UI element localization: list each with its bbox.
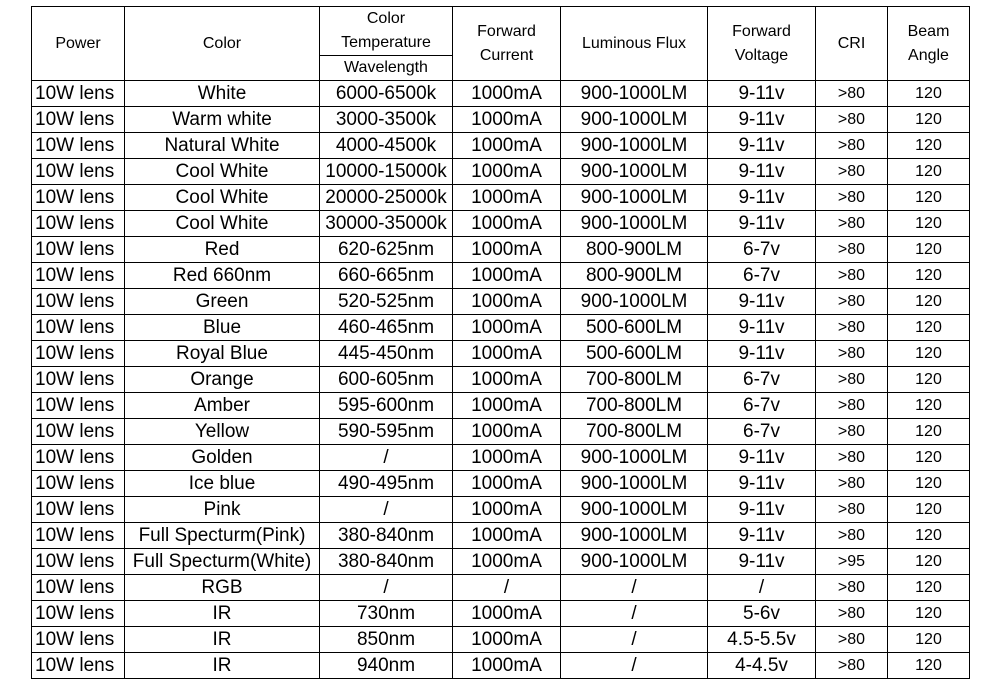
cell-forward-voltage: 9-11v (708, 523, 816, 549)
cell-forward-current: 1000mA (453, 445, 561, 471)
cell-beam-angle: 120 (888, 185, 970, 211)
cell-beam-angle: 120 (888, 237, 970, 263)
cell-power: 10W lens (32, 107, 125, 133)
cell-cri: >80 (816, 523, 888, 549)
cell-beam-angle: 120 (888, 107, 970, 133)
cell-forward-current: 1000mA (453, 133, 561, 159)
header-color: Color (125, 7, 320, 81)
cell-color: Warm white (125, 107, 320, 133)
cell-beam-angle: 120 (888, 367, 970, 393)
cell-forward-current: 1000mA (453, 237, 561, 263)
cell-power: 10W lens (32, 315, 125, 341)
table-row (32, 497, 970, 523)
table-header (32, 7, 970, 81)
cell-beam-angle: 120 (888, 341, 970, 367)
table-row (32, 601, 970, 627)
cell-luminous-flux: 800-900LM (561, 237, 708, 263)
cell-beam-angle: 120 (888, 471, 970, 497)
table-row (32, 471, 970, 497)
cell-color: Green (125, 289, 320, 315)
cell-color-temperature: 380-840nm (320, 549, 453, 575)
cell-color: Orange (125, 367, 320, 393)
cell-forward-current: 1000mA (453, 419, 561, 445)
cell-cri: >80 (816, 289, 888, 315)
cell-cri: >80 (816, 341, 888, 367)
cell-cri: >80 (816, 419, 888, 445)
table-row (32, 549, 970, 575)
cell-luminous-flux: 900-1000LM (561, 289, 708, 315)
cell-cri: >80 (816, 81, 888, 107)
cell-cri: >80 (816, 653, 888, 679)
cell-luminous-flux: 700-800LM (561, 419, 708, 445)
cell-luminous-flux: 900-1000LM (561, 107, 708, 133)
cell-beam-angle: 120 (888, 575, 970, 601)
cell-forward-voltage: 9-11v (708, 315, 816, 341)
header-beam-angle: Beam Angle (888, 7, 970, 81)
cell-color: Yellow (125, 419, 320, 445)
table-row (32, 237, 970, 263)
cell-color-temperature: 730nm (320, 601, 453, 627)
cell-cri: >80 (816, 315, 888, 341)
table-row (32, 133, 970, 159)
cell-beam-angle: 120 (888, 263, 970, 289)
cell-beam-angle: 120 (888, 627, 970, 653)
cell-forward-voltage: / (708, 575, 816, 601)
cell-color: Royal Blue (125, 341, 320, 367)
cell-luminous-flux: 800-900LM (561, 263, 708, 289)
table-row (32, 653, 970, 679)
cell-forward-voltage: 9-11v (708, 289, 816, 315)
table-row (32, 445, 970, 471)
table-row (32, 627, 970, 653)
cell-power: 10W lens (32, 653, 125, 679)
cell-forward-voltage: 9-11v (708, 185, 816, 211)
cell-luminous-flux: 500-600LM (561, 315, 708, 341)
cell-power: 10W lens (32, 367, 125, 393)
cell-color: Red 660nm (125, 263, 320, 289)
table-row (32, 81, 970, 107)
cell-forward-current: 1000mA (453, 107, 561, 133)
cell-power: 10W lens (32, 341, 125, 367)
cell-forward-voltage: 9-11v (708, 133, 816, 159)
cell-forward-current: 1000mA (453, 497, 561, 523)
table-row (32, 523, 970, 549)
cell-color-temperature: 600-605nm (320, 367, 453, 393)
cell-luminous-flux: / (561, 575, 708, 601)
cell-cri: >80 (816, 367, 888, 393)
cell-color-temperature: / (320, 575, 453, 601)
cell-color-temperature: / (320, 445, 453, 471)
cell-color: Cool White (125, 185, 320, 211)
cell-forward-voltage: 9-11v (708, 211, 816, 237)
table-row (32, 419, 970, 445)
cell-cri: >80 (816, 445, 888, 471)
cell-cri: >80 (816, 159, 888, 185)
cell-forward-current: 1000mA (453, 471, 561, 497)
cell-power: 10W lens (32, 445, 125, 471)
cell-forward-voltage: 9-11v (708, 107, 816, 133)
cell-forward-current: 1000mA (453, 393, 561, 419)
cell-color-temperature: 6000-6500k (320, 81, 453, 107)
cell-color-temperature: 520-525nm (320, 289, 453, 315)
cell-forward-voltage: 6-7v (708, 393, 816, 419)
table-row (32, 367, 970, 393)
cell-cri: >80 (816, 133, 888, 159)
cell-beam-angle: 120 (888, 523, 970, 549)
cell-cri: >80 (816, 497, 888, 523)
spec-table (31, 6, 970, 679)
cell-luminous-flux: 900-1000LM (561, 549, 708, 575)
cell-forward-current: 1000mA (453, 81, 561, 107)
cell-color-temperature: 490-495nm (320, 471, 453, 497)
cell-color-temperature: 30000-35000k (320, 211, 453, 237)
cell-luminous-flux: 900-1000LM (561, 133, 708, 159)
cell-color-temperature: 3000-3500k (320, 107, 453, 133)
cell-beam-angle: 120 (888, 133, 970, 159)
cell-luminous-flux: 900-1000LM (561, 471, 708, 497)
cell-forward-current: 1000mA (453, 341, 561, 367)
cell-luminous-flux: 900-1000LM (561, 445, 708, 471)
cell-beam-angle: 120 (888, 159, 970, 185)
cell-power: 10W lens (32, 419, 125, 445)
cell-power: 10W lens (32, 497, 125, 523)
header-wavelength: Wavelength (320, 56, 453, 81)
cell-forward-current: 1000mA (453, 601, 561, 627)
cell-luminous-flux: 900-1000LM (561, 497, 708, 523)
cell-cri: >80 (816, 627, 888, 653)
cell-beam-angle: 120 (888, 315, 970, 341)
cell-forward-voltage: 6-7v (708, 237, 816, 263)
cell-forward-voltage: 4.5-5.5v (708, 627, 816, 653)
cell-color-temperature: 445-450nm (320, 341, 453, 367)
cell-forward-voltage: 9-11v (708, 341, 816, 367)
cell-color-temperature: / (320, 497, 453, 523)
table-row (32, 289, 970, 315)
cell-color: IR (125, 627, 320, 653)
cell-power: 10W lens (32, 211, 125, 237)
cell-color: Blue (125, 315, 320, 341)
cell-color: Full Specturm(White) (125, 549, 320, 575)
cell-color-temperature: 20000-25000k (320, 185, 453, 211)
table-row (32, 575, 970, 601)
cell-luminous-flux: 900-1000LM (561, 523, 708, 549)
cell-color-temperature: 850nm (320, 627, 453, 653)
cell-beam-angle: 120 (888, 601, 970, 627)
cell-forward-voltage: 9-11v (708, 497, 816, 523)
cell-cri: >80 (816, 393, 888, 419)
cell-cri: >80 (816, 211, 888, 237)
cell-luminous-flux: 900-1000LM (561, 81, 708, 107)
table-row (32, 315, 970, 341)
cell-forward-current: 1000mA (453, 627, 561, 653)
cell-cri: >95 (816, 549, 888, 575)
header-luminous-flux: Luminous Flux (561, 7, 708, 81)
cell-color: IR (125, 653, 320, 679)
cell-forward-current: / (453, 575, 561, 601)
cell-color: Cool White (125, 211, 320, 237)
cell-color: Golden (125, 445, 320, 471)
cell-forward-current: 1000mA (453, 523, 561, 549)
cell-color: Cool White (125, 159, 320, 185)
cell-beam-angle: 120 (888, 211, 970, 237)
cell-beam-angle: 120 (888, 445, 970, 471)
cell-power: 10W lens (32, 289, 125, 315)
cell-power: 10W lens (32, 627, 125, 653)
cell-forward-current: 1000mA (453, 289, 561, 315)
cell-color-temperature: 940nm (320, 653, 453, 679)
table-body (32, 81, 970, 679)
cell-forward-voltage: 9-11v (708, 471, 816, 497)
cell-forward-current: 1000mA (453, 549, 561, 575)
cell-color: Red (125, 237, 320, 263)
cell-cri: >80 (816, 185, 888, 211)
cell-color: Ice blue (125, 471, 320, 497)
cell-forward-current: 1000mA (453, 653, 561, 679)
cell-beam-angle: 120 (888, 653, 970, 679)
header-forward-current: Forward Current (453, 7, 561, 81)
header-forward-voltage: Forward Voltage (708, 7, 816, 81)
cell-forward-voltage: 9-11v (708, 549, 816, 575)
cell-color: RGB (125, 575, 320, 601)
header-cri: CRI (816, 7, 888, 81)
cell-power: 10W lens (32, 159, 125, 185)
cell-luminous-flux: / (561, 601, 708, 627)
cell-color: Full Specturm(Pink) (125, 523, 320, 549)
cell-color-temperature: 4000-4500k (320, 133, 453, 159)
cell-forward-current: 1000mA (453, 263, 561, 289)
cell-cri: >80 (816, 263, 888, 289)
cell-power: 10W lens (32, 471, 125, 497)
cell-forward-voltage: 6-7v (708, 367, 816, 393)
cell-forward-voltage: 9-11v (708, 159, 816, 185)
table-row (32, 263, 970, 289)
cell-luminous-flux: / (561, 653, 708, 679)
cell-cri: >80 (816, 107, 888, 133)
cell-luminous-flux: 700-800LM (561, 367, 708, 393)
cell-color: Amber (125, 393, 320, 419)
table-row (32, 393, 970, 419)
cell-power: 10W lens (32, 523, 125, 549)
cell-power: 10W lens (32, 575, 125, 601)
header-color-temperature: Color Temperature (320, 7, 453, 56)
cell-power: 10W lens (32, 81, 125, 107)
table-row (32, 211, 970, 237)
cell-color-temperature: 660-665nm (320, 263, 453, 289)
cell-power: 10W lens (32, 133, 125, 159)
cell-power: 10W lens (32, 393, 125, 419)
cell-cri: >80 (816, 601, 888, 627)
cell-forward-current: 1000mA (453, 315, 561, 341)
cell-color-temperature: 590-595nm (320, 419, 453, 445)
cell-forward-voltage: 6-7v (708, 419, 816, 445)
cell-cri: >80 (816, 237, 888, 263)
cell-forward-voltage: 4-4.5v (708, 653, 816, 679)
cell-forward-voltage: 9-11v (708, 81, 816, 107)
cell-power: 10W lens (32, 601, 125, 627)
cell-luminous-flux: 500-600LM (561, 341, 708, 367)
cell-color-temperature: 595-600nm (320, 393, 453, 419)
cell-cri: >80 (816, 575, 888, 601)
table-row (32, 341, 970, 367)
cell-beam-angle: 120 (888, 81, 970, 107)
cell-color: Pink (125, 497, 320, 523)
cell-luminous-flux: 900-1000LM (561, 185, 708, 211)
cell-forward-current: 1000mA (453, 159, 561, 185)
cell-color-temperature: 460-465nm (320, 315, 453, 341)
cell-color: Natural White (125, 133, 320, 159)
cell-forward-voltage: 5-6v (708, 601, 816, 627)
cell-power: 10W lens (32, 237, 125, 263)
cell-forward-voltage: 6-7v (708, 263, 816, 289)
cell-forward-voltage: 9-11v (708, 445, 816, 471)
header-power: Power (32, 7, 125, 81)
cell-beam-angle: 120 (888, 497, 970, 523)
cell-color-temperature: 10000-15000k (320, 159, 453, 185)
cell-luminous-flux: 900-1000LM (561, 159, 708, 185)
cell-forward-current: 1000mA (453, 211, 561, 237)
cell-cri: >80 (816, 471, 888, 497)
cell-beam-angle: 120 (888, 549, 970, 575)
cell-power: 10W lens (32, 549, 125, 575)
cell-power: 10W lens (32, 263, 125, 289)
table-row (32, 159, 970, 185)
cell-forward-current: 1000mA (453, 367, 561, 393)
cell-color-temperature: 380-840nm (320, 523, 453, 549)
cell-color: IR (125, 601, 320, 627)
cell-forward-current: 1000mA (453, 185, 561, 211)
table-row (32, 185, 970, 211)
table-row (32, 107, 970, 133)
cell-luminous-flux: / (561, 627, 708, 653)
cell-luminous-flux: 700-800LM (561, 393, 708, 419)
cell-luminous-flux: 900-1000LM (561, 211, 708, 237)
cell-beam-angle: 120 (888, 419, 970, 445)
cell-beam-angle: 120 (888, 289, 970, 315)
cell-beam-angle: 120 (888, 393, 970, 419)
cell-color: White (125, 81, 320, 107)
cell-power: 10W lens (32, 185, 125, 211)
cell-color-temperature: 620-625nm (320, 237, 453, 263)
